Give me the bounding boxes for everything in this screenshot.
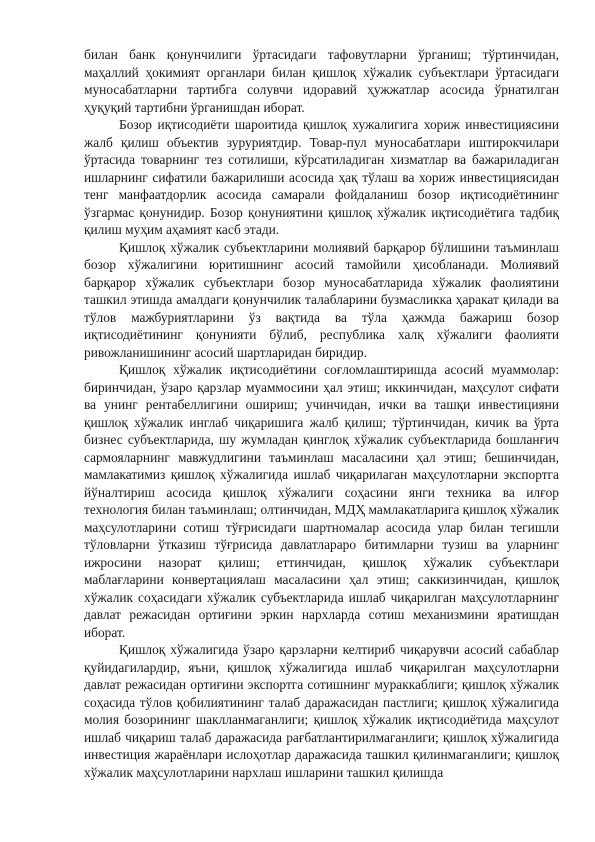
paragraph-5: Қишлоқ хўжалигида ўзаро қарзларни келтириб чиқарувчи асосий сабаблар қуйидагилардир, яъни, қишлоқ хўжалигида ишлаб чиқарилган маҳсулотларни давлат режасидан ортиғини экспортга сотишнинг мураккаблиги; қишлоқ хўжалик соҳасида тўлов қобилиятининг талаб даражасидан пастлиги; қишлоқ хўжалигида молия бозорининг шаклланмаганлиги; қишлоқ хўжалик иқтисодиётида маҳсулот ишлаб чиқариш талаб даражасида рағбатлантирилмаганлиги; қишлоқ хўжалигида инвестиция жараёнлари ислоҳотлар даражасида ташкил қилинмаганлиги; қишлоқ хўжалик маҳсулотларини нархлаш ишларини ташкил қилишда — [84, 642, 559, 780]
paragraph-3: Қишлоқ хўжалик субъектларини молиявий барқарор бўлишини таъминлаш бозор хўжалигини юритишнинг асосий тамойили ҳисобланади. Молиявий барқарор хўжалик субъектлари бозор муносабатларида хўжалик фаолиятини ташкил этишда амалдаги қонунчилик талабларини бузмасликка ҳаракат қилади ва тўлов мажбуриятларини ўз вақтида ва тўла ҳажмда бажариш бозор иқтисодиётининг қонунияти бўлиб, республика халқ хўжалиги фаолияти ривожланишининг асосий шартларидан биридир. — [84, 239, 559, 360]
document-page — [84, 46, 559, 781]
paragraph-4: Қишлоқ хўжалик иқтисодиётини соғломлаштиришда асосий муаммолар: биринчидан, ўзаро қарзлар муаммосини ҳал этиш; иккинчидан, маҳсулот сифати ва унинг рентабеллигини ошириш; учинчидан, ички ва ташқи инвестицияни қишлоқ хўжалик инглаб чиқаришига жалб қилиш; тўртинчидан, кичик ва ўрта бизнес субъектларида, шу жумладан қинглоқ хўжалик субъектларида бошланғич сармояларнинг мавжудлигини таъминлаш масаласини ҳал этиш; бешинчидан, мамлакатимиз қишлоқ хўжалигида ишлаб чиқарилаган маҳсулотларни экспортга йўналтириш асосида қишлоқ хўжалиги соҳасини янги техника ва илғор технология билан таъминлаш; олтинчидан, МДҲ мамлакатларига қишлоқ хўжалик маҳсулотларини сотиш тўғрисидаги шартномалар асосида улар билан тегишли тўловларни ўтказиш тўғрисида давлатлараро битимларни тузиш ва уларнинг ижросини назорат қилиш; еттинчидан, қишлоқ хўжалик субъектлари маблағларини конвертациялаш масаласини ҳал этиш; саккизинчидан, қишлоқ хўжалик соҳасидаги хўжалик субъектларида ишлаб чиқарилган маҳсулотларнинг давлат режасидан ортиғини эркин нархларда сотиш механизмини яратишдан иборат. — [84, 362, 559, 640]
paragraph-2: Бозор иқтисодиёти шароитида қишлоқ хужалигига хориж инвестициясини жалб қилиш объектив зуруриятдир. Товар-пул муносабатлари иштирокчилари ўртасида товарнинг тез сотилиши, кўрсатиладиган хизматлар ва бажариладиган ишларнинг сифатили бажарилиши асосида ҳақ тўлаш ва хориж инвестициясидан тенг манфаатдорлик асосида самарали фойдаланиш бозор иқтисодиётининг ўзгармас қонунидир. Бозор қонуниятини қишлоқ хўжалик иқтисодиётига тадбиқ қилиш муҳим аҳамият касб этади. — [84, 117, 559, 237]
paragraph-1: билан банк қонунчилиги ўртасидаги тафовутларни ўрганиш; тўртинчидан, маҳаллий ҳокимият органлари билан қишлоқ хўжалик субъектлари ўртасидаги муносабатларни тартибга солувчи идоравий ҳужжатлар асосида ўрнатилган ҳуқуқий тартибни ўрганишдан иборат. — [84, 47, 559, 115]
